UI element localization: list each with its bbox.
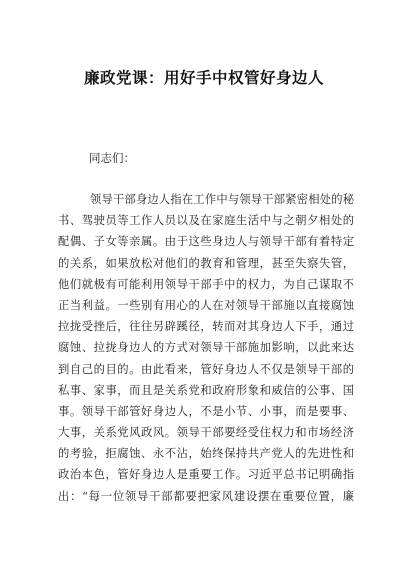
salutation: 同志们： <box>89 151 135 165</box>
paragraph-line: 书、驾驶员等工作人员以及在家庭生活中与之朝夕相处的 <box>58 214 354 228</box>
paragraph-line: 拉拢受挫后，往往另辟蹊径，转而对其身边人下手，通过 <box>58 320 354 334</box>
paragraph-line: 的考验，拒腐蚀、永不沾，始终保持共产党人的先进性和 <box>58 447 354 461</box>
paragraph-line: 的关系，如果放松对他们的教育和管理，甚至失察失管， <box>58 256 354 270</box>
paragraph-line: 腐蚀、拉拢身边人的方式对领导干部施加影响，以此来达 <box>58 341 354 355</box>
paragraph-line: 政治本色，管好身边人是重要工作。习近平总书记明确指 <box>58 468 354 482</box>
body-paragraph <box>58 189 354 507</box>
paragraph-line: 大事，关系党风政风。领导干部要经受住权力和市场经济 <box>58 426 354 440</box>
paragraph-line: 事。领导干部管好身边人，不是小节、小事，而是要事、 <box>58 404 354 418</box>
paragraph-line: 私事、家事，而且是关系党和政府形象和威信的公事、国 <box>58 383 354 397</box>
paragraph-line: 到自己的目的。由此看来，管好身边人不仅是领导干部的 <box>58 362 354 376</box>
page-title: 廉政党课：用好手中权管好身边人 <box>83 69 324 87</box>
paragraph-line: 出：“每一位领导干部都要把家风建设摆在重要位置，廉 <box>58 489 354 503</box>
paragraph-line: 配偶、子女等亲属。由于这些身边人与领导干部有着特定 <box>58 235 354 249</box>
paragraph-line: 领导干部身边人指在工作中与领导干部紧密相处的秘 <box>90 193 354 206</box>
paragraph-line: 他们就极有可能利用领导干部手中的权力，为自己谋取不 <box>58 277 354 291</box>
paragraph-line: 正当利益。一些别有用心的人在对领导干部施以直接腐蚀 <box>58 298 354 312</box>
